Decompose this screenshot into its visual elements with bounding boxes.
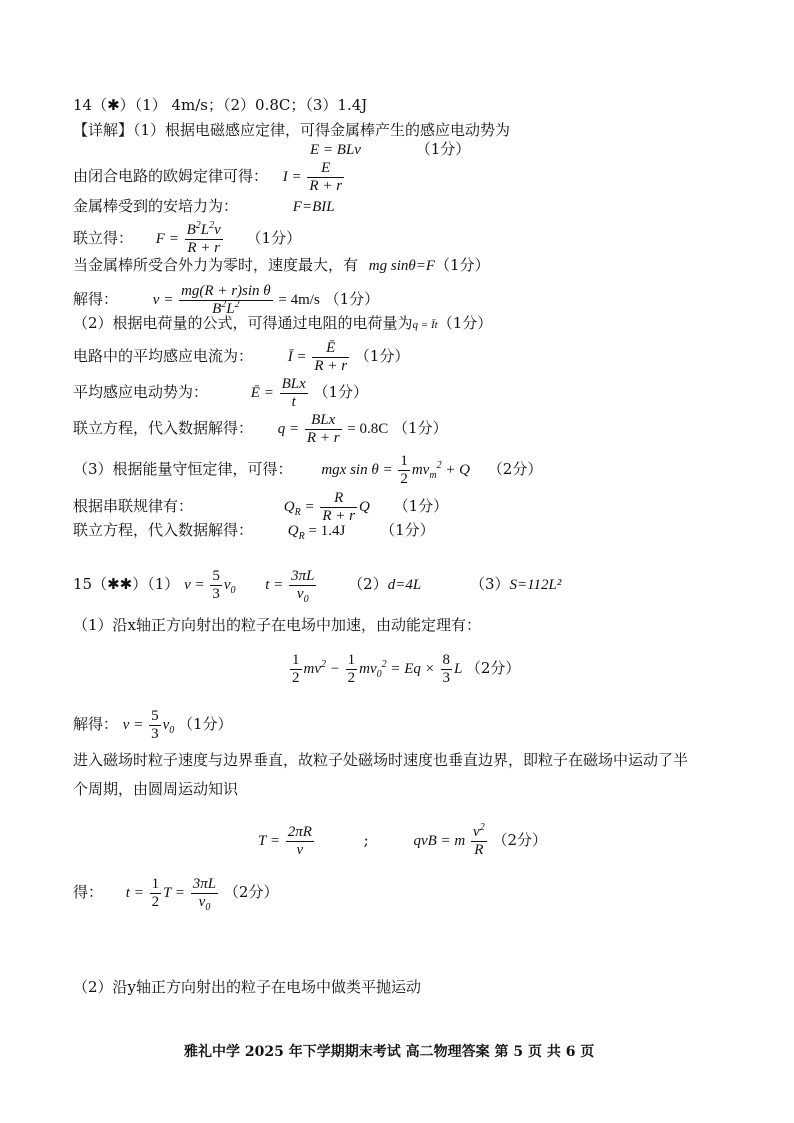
score: （1分）	[246, 228, 302, 247]
balance-formula: mg sinθ=F	[368, 258, 436, 274]
score: （1分）	[324, 289, 380, 308]
velocity-result: = 4m/s	[278, 291, 320, 308]
score: （2分）	[465, 658, 521, 677]
series-formula: $Q_R$ = $\frac{R}{R + r}$ Q	[283, 490, 374, 524]
time-formula: t = $\frac{1}{2}$ T = $\frac{3\pi L}{v_0}$	[125, 876, 217, 913]
score: （1分）	[393, 496, 449, 515]
solve-text: 解得：	[73, 289, 119, 308]
q15-part1-text: （1）沿x轴正方向射出的粒子在电场中加速，由动能定理有：	[73, 616, 482, 634]
q15-velocity-solve-line	[73, 708, 233, 743]
score: （1分）	[393, 418, 448, 437]
q15-velocity-formula: v = $\frac{5}{3}$ $v_0$	[122, 708, 175, 742]
time-result-line	[73, 876, 278, 911]
q15-part2-text: （2）沿y轴正方向射出的粒子在电场中做类平抛运动	[73, 978, 422, 996]
lorentz-formula: qvB = m $\frac{v^2}{R}$	[413, 822, 485, 858]
q15-header-label: 15（✱✱）（1）	[73, 574, 180, 593]
score: （1分）	[380, 521, 435, 539]
charge-formula: q = Īt	[412, 319, 438, 331]
avg-current-formula: Ī = $\frac{Ē}{R + r}$	[287, 340, 348, 374]
ampere-force-text: 金属棒受到的安培力为：	[73, 197, 239, 215]
score: （1分）	[313, 382, 369, 401]
ampere-force-formula: F=BIL	[292, 199, 335, 215]
score: （1分）	[354, 346, 410, 365]
q14-part2-text: （2）根据电荷量的公式，可得通过电阻的电荷量为	[73, 314, 413, 332]
energy-formula: mgx sin θ = $\frac{1}{2}$ $mv_m^2 + Q$	[321, 453, 474, 487]
q14-part2-line	[73, 313, 492, 335]
max-velocity-text: 当金属棒所受合外力为零时，速度最大，有	[73, 256, 359, 274]
emf-formula-line	[310, 139, 470, 160]
q15-part3-label: （3）	[469, 574, 510, 593]
score: （1分）	[415, 140, 471, 158]
heat-solve-line	[73, 520, 435, 541]
detail-label: 【详解】	[73, 121, 134, 139]
avg-emf-text: 平均感应电动势为：	[73, 382, 209, 401]
q14-header: 14（✱）（1） 4m/s；（2）0.8C；（3）1.4J	[73, 96, 368, 114]
page-footer: 雅礼中学 2025 年下学期期末考试 高二物理答案 第 5 页 共 6 页	[184, 1044, 595, 1060]
heat-symbol: $Q_R$	[287, 523, 305, 542]
q15-description-line1: 进入磁场时粒子速度与边界垂直，故粒子处磁场时速度也垂直边界，即粒子在磁场中运动了半	[73, 751, 689, 769]
avg-emf-formula: Ē = $\frac{\text{BLx}}{t}$	[250, 376, 306, 410]
substitute-text: 联立方程，代入数据解得：	[73, 418, 254, 437]
avg-current-line	[73, 340, 409, 375]
kinetic-energy-formula: $\frac{1}{2}$ $mv^2$ − $\frac{1}{2}$ $mv_0^2 = Eq$ × $\frac{8}{3}$ L （2分）	[292, 652, 521, 686]
charge-result: = 0.8C	[347, 420, 389, 437]
score: （2分）	[223, 882, 279, 901]
avg-current-text: 电路中的平均感应电流为：	[73, 346, 254, 365]
separator: ;	[363, 830, 369, 849]
charge-solve-line	[73, 412, 448, 447]
combine-text: 联立得：	[73, 228, 134, 247]
ohm-law-line	[73, 160, 346, 195]
velocity-formula: v = $\frac{\text{mg(R + r)sin θ}}{B^2L^2}$	[152, 283, 271, 317]
get-text: 得：	[73, 882, 104, 901]
score: （1分）	[178, 714, 233, 733]
score: （1分）	[437, 314, 493, 332]
current-formula: I = $\frac{E}{R + r}$	[282, 160, 343, 194]
q15-distance-answer: d=4L	[387, 576, 422, 593]
q15-header	[73, 568, 561, 603]
q14-part3-text: （3）根据能量守恒定律，可得：	[73, 459, 293, 478]
force-formula: F = $\frac{B^2L^2v}{R + r}$	[155, 220, 221, 256]
q15-time-answer: t = $\frac{3\pi L}{v_0}$	[265, 568, 315, 605]
solve-text: 解得：	[73, 714, 119, 733]
score: （2分）	[492, 830, 547, 849]
emf-formula: E = BLv	[310, 142, 361, 158]
score: （2分）	[487, 459, 543, 478]
q14-part3-line	[73, 453, 542, 488]
period-formula-line	[258, 824, 547, 859]
max-velocity-line	[73, 255, 490, 276]
q15-part2-label: （2）	[348, 574, 388, 593]
score: （1分）	[435, 256, 490, 274]
period-formula: T = $\frac{2\pi R}{v}$	[258, 824, 312, 858]
heat-result: = 1.4J	[308, 523, 346, 539]
avg-emf-line	[73, 376, 368, 411]
ampere-force-line	[73, 196, 335, 217]
q15-area-answer: S=112L²	[509, 576, 562, 593]
q14-part1-text: （1）根据电磁感应定律，可得金属棒产生的感应电动势为	[133, 121, 511, 139]
series-text: 根据串联规律有：	[73, 496, 194, 515]
q15-description-line2: 个周期，由圆周运动知识	[73, 780, 239, 798]
combine-line	[73, 222, 301, 257]
ohm-law-text: 由闭合电路的欧姆定律可得：	[73, 166, 269, 185]
substitute-text: 联立方程，代入数据解得：	[73, 521, 254, 539]
charge-result-formula: q = $\frac{\text{BLx}}{R + r}$	[277, 412, 340, 446]
q15-velocity-answer: v = $\frac{5}{3}$ $v_0$	[184, 568, 236, 602]
q14-part1-line	[73, 120, 510, 140]
